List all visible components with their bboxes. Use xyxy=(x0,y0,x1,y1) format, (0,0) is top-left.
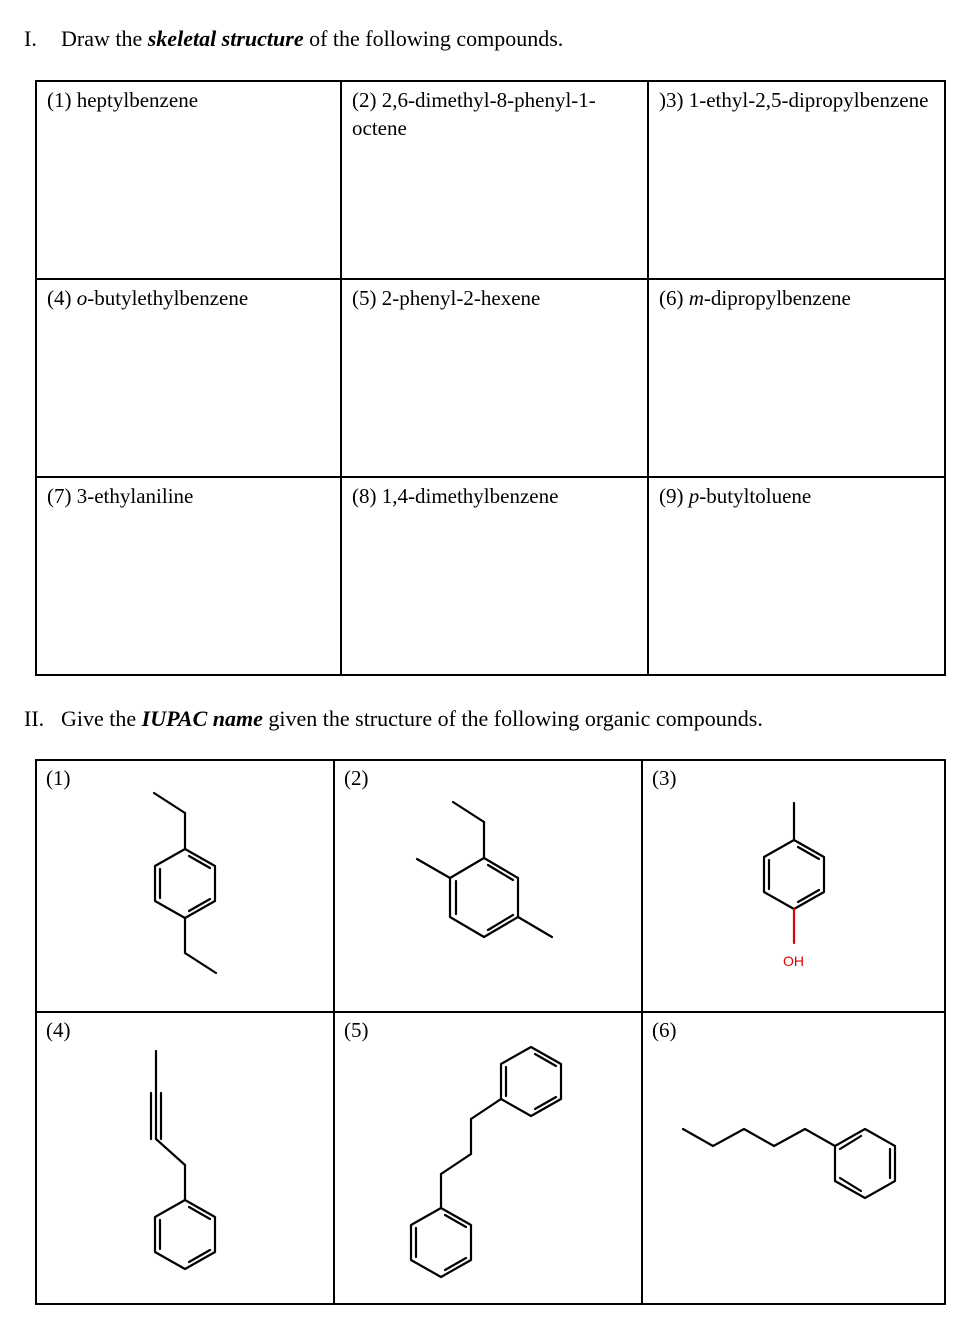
structure-3-methylphenol xyxy=(643,761,944,1009)
answer-cell-1[interactable] xyxy=(36,81,341,279)
benzene-ring xyxy=(155,1200,215,1269)
compound-name-9: (9) p-butyltoluene xyxy=(659,484,812,508)
hexyl-chain xyxy=(683,1129,835,1146)
compound-name-4: (4) o-butylethylbenzene xyxy=(47,286,249,310)
structure-6-hexylbenzene xyxy=(643,1013,944,1301)
structure-cell-4[interactable] xyxy=(36,1012,334,1304)
ethyl-bond xyxy=(453,802,484,822)
benzene-ring xyxy=(835,1129,895,1198)
structure-cell-1[interactable] xyxy=(36,760,334,1012)
structure-number-3: (3) xyxy=(652,766,677,790)
benzene-ring xyxy=(155,849,215,918)
hydroxyl-label: OH xyxy=(783,953,804,969)
benzene-ring xyxy=(501,1047,561,1116)
compound-name-6: (6) m-dipropylbenzene xyxy=(659,286,851,310)
compound-name-2: (2) 2,6-dimethyl-8-phenyl-1-octene xyxy=(352,88,596,140)
ethyl-bond xyxy=(154,793,185,813)
benzene-ring xyxy=(450,858,518,937)
structure-number-5: (5) xyxy=(344,1018,369,1042)
answer-cell-7[interactable] xyxy=(36,477,341,675)
structure-1-diethylbenzene xyxy=(37,761,333,1009)
structure-number-4: (4) xyxy=(46,1018,71,1042)
structure-number-1: (1) xyxy=(46,766,71,790)
section-1-emphasis: skeletal structure xyxy=(147,26,304,51)
section-1-heading: I. Draw the skeletal structure of the following compounds. xyxy=(24,26,564,51)
structure-2-ethyldimethylbenzene xyxy=(335,761,641,1009)
methyl-bond xyxy=(417,859,450,878)
draw-structure-table xyxy=(35,80,946,676)
chain-bond xyxy=(441,1154,471,1174)
compound-name-8: (8) 1,4-dimethylbenzene xyxy=(352,484,559,508)
answer-cell-5[interactable] xyxy=(341,279,648,477)
section-2-heading: II. Give the IUPAC name given the structure of the following organic compounds. xyxy=(24,706,763,731)
ethyl-bond xyxy=(185,953,216,973)
answer-cell-6[interactable] xyxy=(648,279,945,477)
methyl-bond xyxy=(518,917,552,937)
chain-bond xyxy=(471,1099,501,1119)
answer-cell-3[interactable] xyxy=(648,81,945,279)
structure-5-diphenylbutane xyxy=(335,1013,641,1301)
compound-name-1: (1) heptylbenzene xyxy=(47,88,199,112)
benzene-ring xyxy=(411,1208,471,1277)
section-2-number: II. xyxy=(24,706,45,731)
structure-4-butynylbenzene xyxy=(37,1013,333,1301)
structure-cell-3[interactable] xyxy=(642,760,945,1012)
iupac-name-table xyxy=(35,759,946,1305)
answer-cell-4[interactable] xyxy=(36,279,341,477)
structure-cell-6[interactable] xyxy=(642,1012,945,1304)
section-2-emphasis: IUPAC name xyxy=(141,706,263,731)
structure-cell-5[interactable] xyxy=(334,1012,642,1304)
section-1-number: I. xyxy=(24,26,37,51)
answer-cell-8[interactable] xyxy=(341,477,648,675)
structure-cell-2[interactable] xyxy=(334,760,642,1012)
answer-cell-9[interactable] xyxy=(648,477,945,675)
compound-name-7: (7) 3-ethylaniline xyxy=(47,484,194,508)
chain-bond xyxy=(156,1139,185,1165)
structure-number-2: (2) xyxy=(344,766,369,790)
structure-number-6: (6) xyxy=(652,1018,677,1042)
compound-name-5: (5) 2-phenyl-2-hexene xyxy=(352,286,541,310)
compound-name-3: )3) 1-ethyl-2,5-dipropylbenzene xyxy=(659,88,929,112)
answer-cell-2[interactable] xyxy=(341,81,648,279)
benzene-ring xyxy=(764,840,824,909)
